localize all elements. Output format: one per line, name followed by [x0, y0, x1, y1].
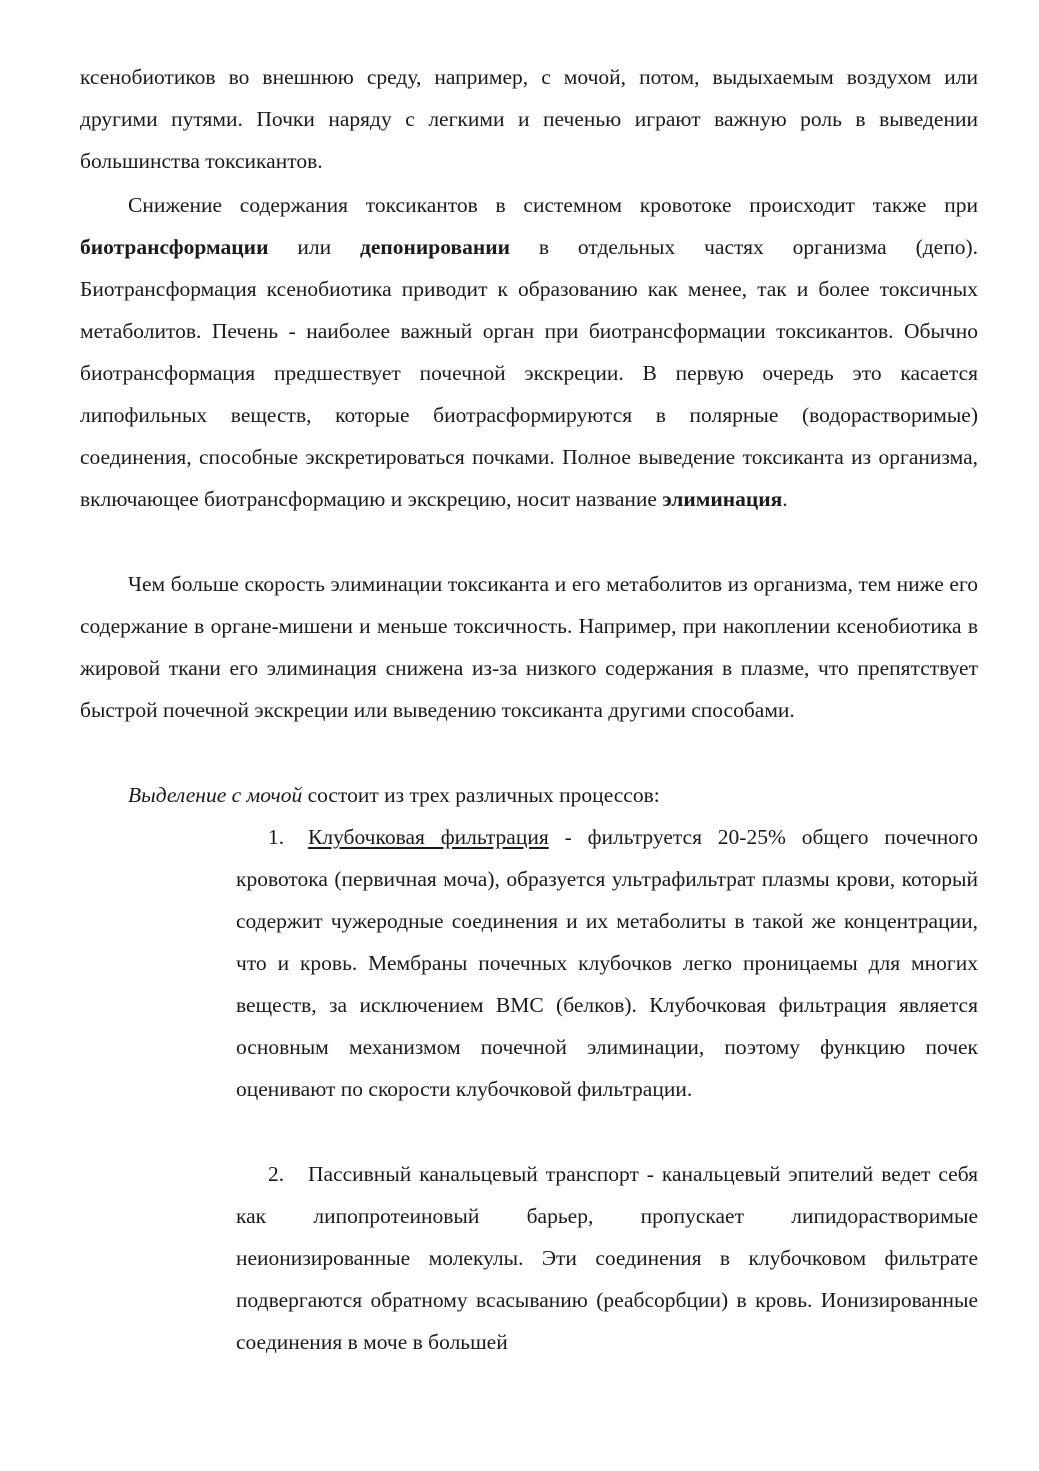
list-item-number: 1. — [268, 825, 285, 849]
paragraph-continuation — [80, 56, 978, 182]
term-deposition: депонировании — [359, 235, 510, 259]
list-item-glomerular-filtration — [236, 816, 978, 1110]
paragraph-text: ксенобиотиков во внешнюю среду, например, с мочой, потом, выдыхаемым воздухом или другими путями. Почки наряду с легкими и печенью играют важную роль в выведении большинства токсикантов. — [80, 65, 978, 173]
list-item-number: 2. — [268, 1162, 285, 1186]
paragraph-text: или — [268, 235, 360, 259]
paragraph-text: Чем больше скорость элиминации токсиканта и его метаболитов из организма, тем ниже его содержание в органе-мишени и меньше токсичность. Например, при накоплении ксенобиотика в жировой ткани его элиминация снижена из-за низкого содержания в плазме, что препятствует быстрой почечной экскреции или выведению токсиканта другими способами. — [80, 572, 978, 722]
paragraph-text: . — [782, 487, 788, 511]
paragraph-biotransformation — [80, 184, 978, 520]
paragraph-text: состоит из трех различных процессов: — [302, 783, 660, 807]
term-biotransformation: биотрансформации — [80, 235, 269, 259]
paragraph-text: Снижение содержания токсикантов в системном кровотоке происходит также при — [128, 193, 978, 217]
term-glomerular-filtration: Клубочковая фильтрация — [308, 825, 549, 849]
paragraph-urine-excretion — [80, 774, 978, 816]
paragraph-elimination-rate — [80, 563, 978, 731]
list-item-text: Пассивный канальцевый транспорт - канальцевый эпителий ведет себя как липопротеиновый барьер, пропускает липидорастворимые неионизированные молекулы. Эти соединения в клубочковом фильтрате подвергаются обратному всасыванию (реабсорбции) в кровь. Ионизированные соединения в моче в большей — [236, 1162, 978, 1354]
list-item-text: - фильтруется 20-25% общего почечного кровотока (первичная моча), образуется ультрафильтрат плазмы крови, который содержит чужеродные соединения и их метаболиты в такой же концентрации, что и кровь. Мембраны почечных клубочков легко проницаемы для многих веществ, за исключением ВМС (белков). Клубочковая фильтрация является основным механизмом почечной элиминации, поэтому функцию почек оценивают по скорости клубочковой фильтрации. — [236, 825, 978, 1101]
term-urine-excretion: Выделение с мочой — [128, 783, 303, 807]
paragraph-text: в отдельных частях организма (депо). Биотрансформация ксенобиотика приводит к образованию как менее, так и более токсичных метаболитов. Печень - наиболее важный орган при биотрансформации токсикантов. Обычно биотрансформация предшествует почечной экскреции. В первую очередь это касается липофильных веществ, которые биотрасформируются в полярные (водорастворимые) соединения, способные экскретироваться почками. Полное выведение токсиканта из организма, включающее биотрансформацию и экскрецию, носит название — [80, 235, 979, 511]
term-elimination: элиминация — [662, 487, 783, 511]
list-item-passive-tubular-transport — [236, 1153, 978, 1363]
